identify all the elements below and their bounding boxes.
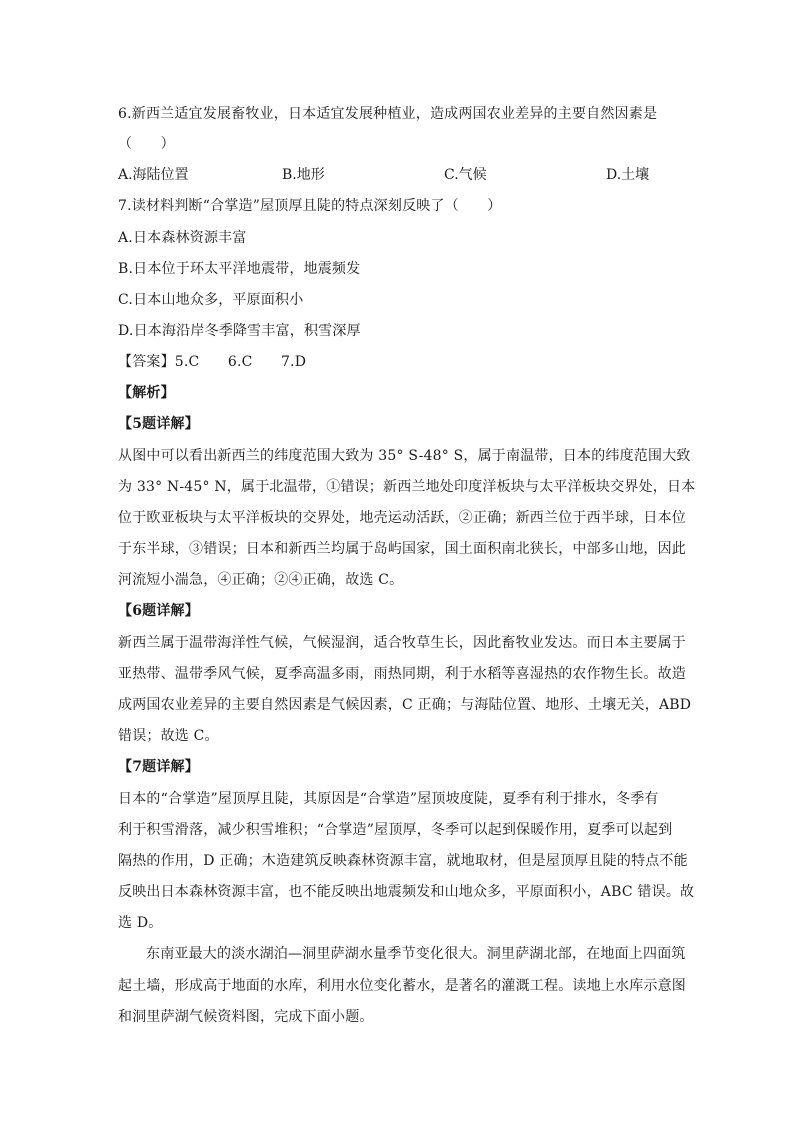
detail-5-heading: 【5题详解】 bbox=[118, 416, 199, 432]
detail-6-heading: 【6题详解】 bbox=[118, 603, 199, 619]
detail-6-line: 错误；故选 C。 bbox=[118, 728, 219, 744]
detail-7-line: 利于积雪滑落，减少积雪堆积；“合掌造”屋顶厚，冬季可以起到保暖作用，夏季可以起到 bbox=[118, 822, 673, 838]
detail-5-line: 从图中可以看出新西兰的纬度范围大致为 35° S-48° S，属于南温带，日本的纬度范围大致 bbox=[118, 448, 691, 464]
detail-5-line: 河流短小湍急，④正确；②④正确，故选 C。 bbox=[118, 572, 404, 588]
detail-6-line: 新西兰属于温带海洋性气候，气候湿润，适合牧草生长，因此畜牧业发达。而日本主要属于 bbox=[118, 635, 686, 651]
material-line: 和洞里萨湖气候资料图，完成下面小题。 bbox=[118, 1009, 374, 1025]
detail-7-line: 日本的“合掌造”屋顶厚且陡，其原因是“合掌造”屋顶坡度陡，夏季有利于排水，冬季有 bbox=[118, 791, 659, 807]
detail-5-line: 位于欧亚板块与太平洋板块的交界处，地壳运动活跃，②正确；新西兰位于西半球，日本位 bbox=[118, 510, 686, 526]
material-line: 东南亚最大的淡水湖泊—洞里萨湖水量季节变化很大。洞里萨湖北部，在地面上四面筑 bbox=[146, 946, 686, 962]
q7-option-b: B.日本位于环太平洋地震带，地震频发 bbox=[118, 261, 361, 277]
q7-option-d: D.日本海沿岸冬季降雪丰富，积雪深厚 bbox=[118, 323, 361, 339]
q6-option-a: A.海陆位置 bbox=[118, 167, 189, 183]
detail-7-line: 选 D。 bbox=[118, 915, 163, 931]
q7-option-c: C.日本山地众多，平原面积小 bbox=[118, 292, 304, 308]
q6-option-b: B.地形 bbox=[282, 167, 325, 183]
detail-7-line: 隔热的作用，D 正确；木造建筑反映森林资源丰富，就地取材，但是屋顶厚且陡的特点不能 bbox=[118, 853, 688, 869]
detail-7-line: 反映出日本森林资源丰富，也不能反映出地震频发和山地众多，平原面积小，ABC 错误。故 bbox=[118, 884, 695, 900]
analysis-heading: 【解析】 bbox=[118, 385, 175, 401]
detail-6-line: 成两国农业差异的主要自然因素是气候因素，C 正确；与海陆位置、地形、土壤无关，ABD bbox=[118, 697, 692, 713]
detail-5-line: 为 33° N-45° N，属于北温带，①错误；新西兰地处印度洋板块与太平洋板块交界处，日本 bbox=[118, 479, 696, 495]
material-line: 起土墙，形成高于地面的水库，利用水位变化蓄水，是著名的灌溉工程。读地上水库示意图 bbox=[118, 978, 686, 994]
question-7-stem: 7.读材料判断“合掌造”屋顶厚且陡的特点深刻反映了（ ） bbox=[118, 198, 502, 214]
detail-7-heading: 【7题详解】 bbox=[118, 759, 199, 775]
q6-option-d: D.土壤 bbox=[606, 167, 650, 183]
detail-5-line: 于东半球，③错误；日本和新西兰均属于岛屿国家，国土面积南北狭长，中部多山地，因此 bbox=[118, 541, 686, 557]
detail-6-line: 亚热带、温带季风气候，夏季高温多雨，雨热同期，利于水稻等喜湿热的农作物生长。故造 bbox=[118, 666, 686, 682]
question-6-paren: （ ） bbox=[118, 136, 175, 152]
q7-option-a: A.日本森林资源丰富 bbox=[118, 230, 247, 246]
answer-line: 【答案】5.C 6.C 7.D bbox=[118, 354, 307, 370]
q6-option-c: C.气候 bbox=[444, 167, 487, 183]
question-6-stem: 6.新西兰适宜发展畜牧业，日本适宜发展种植业，造成两国农业差异的主要自然因素是 bbox=[118, 106, 658, 122]
